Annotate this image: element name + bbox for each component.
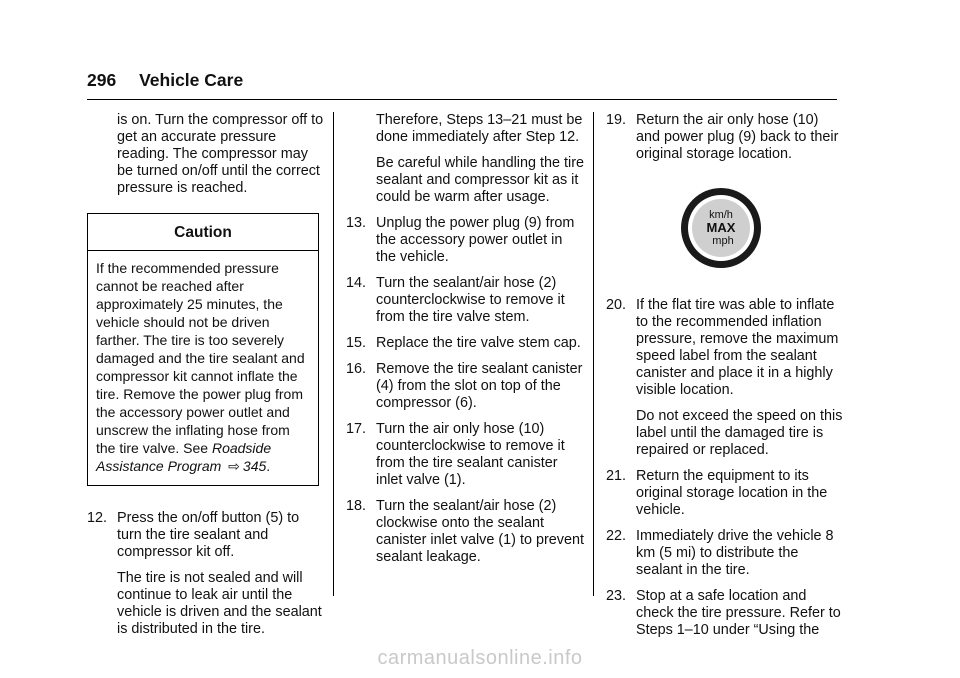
page-header	[87, 70, 243, 91]
column-1	[87, 112, 325, 638]
step-number: 18.	[346, 498, 367, 514]
step-number: 21.	[606, 468, 627, 484]
speed-label-icon	[679, 186, 763, 270]
label-max: MAX	[706, 220, 736, 235]
step-number: 17.	[346, 421, 367, 437]
step-text: Turn the sealant/air hose (2) counterclockwise to remove it from the tire valve stem.	[376, 275, 565, 325]
label-unit-kmh: km/h	[709, 209, 733, 221]
step-number: 22.	[606, 528, 627, 544]
caution-end: .	[266, 458, 271, 474]
step-text: Return the equipment to its original storage location in the vehicle.	[636, 468, 828, 518]
caution-page-ref[interactable]: 345	[242, 458, 267, 474]
column-divider	[333, 112, 334, 596]
step-text: Immediately drive the vehicle 8 km (5 mi) to distribute the sealant in the tire.	[636, 528, 834, 578]
step-list	[346, 215, 586, 566]
step-text: Turn the air only hose (10) counterclockwise to remove it from the tire sealant canister inlet valve (1).	[376, 421, 565, 488]
max-speed-label-illustration	[606, 186, 846, 275]
step-number: 19.	[606, 112, 627, 128]
warning-note: Be careful while handling the tire sealant and compressor kit as it could be warm after usage.	[376, 155, 584, 205]
step-item	[346, 215, 586, 266]
step-20-note: Do not exceed the speed on this label until the damaged tire is repaired or replaced.	[636, 408, 843, 458]
step-number: 14.	[346, 275, 367, 291]
step-item	[606, 588, 846, 639]
header-rule	[87, 99, 837, 100]
roadside-assistance-link[interactable]: Roadside Assistance Program	[96, 440, 272, 474]
caution-title: Caution	[88, 214, 318, 251]
step-text: Return the air only hose (10) and power plug (9) back to their original storage location.	[636, 112, 839, 162]
step-12	[87, 510, 325, 561]
step-text: Press the on/off button (5) to turn the tire sealant and compressor kit off.	[117, 510, 300, 560]
caution-text: If the recommended pressure cannot be reached after approximately 25 minutes, the vehicle should not be driven farther. The tire is too severely damaged and the tire sealant and compressor kit cannot inflate the tire. Remove the power plug from the accessory power outlet and unscrew the inflating hose from the tire valve. See	[96, 260, 305, 456]
step-text: Unplug the power plug (9) from the accessory power outlet in the vehicle.	[376, 215, 575, 265]
caution-body	[88, 251, 318, 485]
section-title: Vehicle Care	[139, 70, 244, 90]
step-text: Turn the sealant/air hose (2) clockwise onto the sealant canister inlet valve (1) to prevent sealant leakage.	[376, 498, 584, 565]
step-number: 12.	[87, 510, 108, 526]
step-number: 20.	[606, 297, 627, 313]
step-item	[606, 468, 846, 519]
step-text: Stop at a safe location and check the tire pressure. Refer to Steps 1–10 under “Using the	[636, 588, 841, 638]
step-20	[606, 297, 846, 399]
step-list	[606, 468, 846, 639]
page-reference-icon: ⇨	[228, 458, 240, 474]
step-item	[346, 498, 586, 566]
step-number: 13.	[346, 215, 367, 231]
column-2	[346, 112, 586, 566]
step-item	[606, 528, 846, 579]
step-item	[346, 275, 586, 326]
continued-paragraph: is on. Turn the compressor off to get an accurate pressure reading. The compressor may be turned on/off until the correct pressure is reached.	[117, 112, 324, 196]
caution-box	[87, 213, 319, 486]
step-19	[606, 112, 846, 163]
step-item	[346, 421, 586, 489]
column-divider	[593, 112, 594, 596]
continued-paragraph: Therefore, Steps 13–21 must be done immediately after Step 12.	[376, 112, 583, 145]
step-number: 15.	[346, 335, 367, 351]
page-number: 296	[87, 70, 117, 90]
label-unit-mph: mph	[712, 235, 734, 247]
step-text: If the flat tire was able to inflate to the recommended inflation pressure, remove the maximum speed label from the sealant canister and place it in a highly visible location.	[636, 297, 839, 398]
step-item	[346, 361, 586, 412]
step-number: 16.	[346, 361, 367, 377]
column-3	[606, 112, 846, 639]
step-12-note: The tire is not sealed and will continue to leak air until the vehicle is driven and the sealant is distributed in the tire.	[117, 570, 322, 637]
step-number: 23.	[606, 588, 627, 604]
step-text: Replace the tire valve stem cap.	[376, 335, 581, 351]
watermark: carmanualsonline.info	[377, 647, 583, 669]
step-item	[346, 335, 586, 352]
step-text: Remove the tire sealant canister (4) from the slot on top of the compressor (6).	[376, 361, 583, 411]
